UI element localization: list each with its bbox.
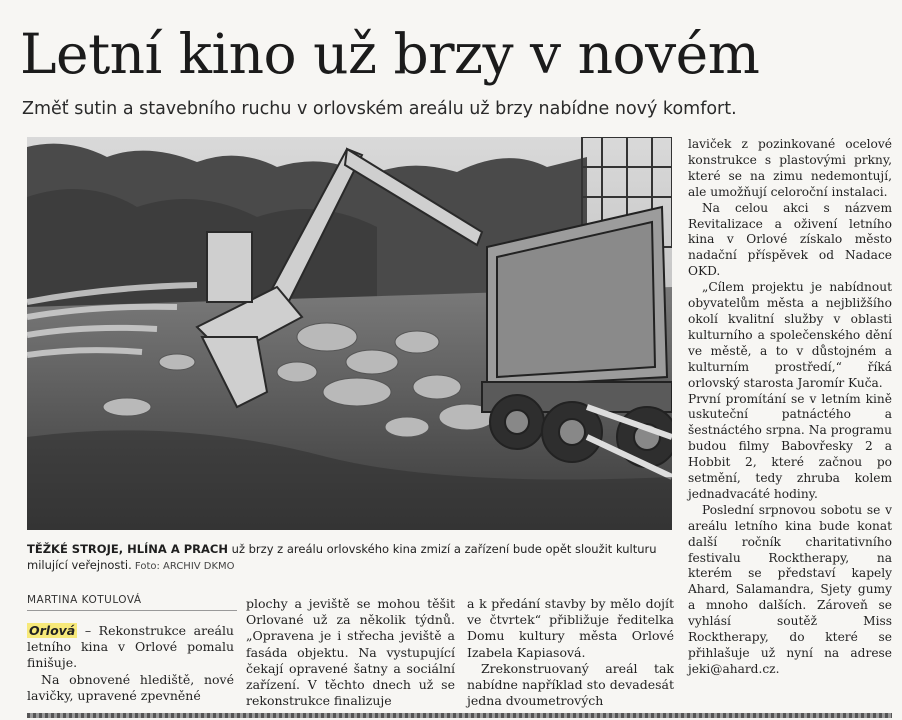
caption-text: už brzy z areálu orlovského kina zmizí a zařízení bude opět sloužit kulturu milující veřejnosti.: [27, 542, 657, 572]
byline: MARTINA KOTULOVÁ: [27, 594, 237, 611]
caption-credit: Foto: ARCHIV DKMO: [131, 561, 235, 572]
construction-photo: [27, 137, 672, 530]
quote-paragraph: „Cílem projektu je nabídnout obyvatelům města a nejbližšího okolí kvalitní služby v oblasti kulturního a společenského dění ve městě, a to v důstojném a kulturním prostředí,“ říká orlovský starosta Jaromír Kuča.: [688, 280, 892, 390]
paragraph: Poslední srpnovou sobotu se v areálu letního kina bude konat další ročník charitativního festivalu Rocktherapy, na kterém se představí kapely Ahard, Salamandra, Sjety gumy a mnoho dalších. Zároveň se vyhlásí soutěž Miss Rocktherapy, do které se přihlašuje už nyní na adrese jeki@ahard.cz.: [688, 502, 892, 676]
construction-photo-icon: [27, 137, 672, 530]
caption-lead: TĚŽKÉ STROJE, HLÍNA A PRACH: [27, 542, 228, 556]
paragraph: První promítání se v letním kině uskuteční patnáctého a šestnáctého srpna. Na programu budou filmy Babovřesky 2 a Hobbit 2, které začnou po setmění, tedy zhruba kolem jednadvacáté hodiny.: [688, 391, 892, 501]
bottom-divider: [27, 713, 892, 718]
body-column-1: [27, 623, 234, 704]
paragraph: Zrekonstruovaný areál tak nabídne například sto devadesát jedna dvoumetrových: [467, 660, 674, 709]
paragraph: a k předání stavby by mělo dojít ve čtvrtek“ přibližuje ředitelka Domu kultury města Orlové Izabela Kapiasová.: [467, 596, 674, 660]
body-column-4: [688, 137, 892, 678]
subheadline: Změť sutin a stavebního ruchu v orlovském areálu už brzy nabídne nový komfort.: [22, 99, 737, 119]
body-column-3: [467, 596, 674, 709]
headline: Letní kino už brzy v novém: [20, 22, 760, 86]
paragraph: plochy a jeviště se mohou těšit Orlované už za několik týdnů. „Opravena je i střecha jeviště a fasáda objektu. Na vystupující čekají opravené šatny a sociální zařízení. V těchto dnech už se rekonstrukce finalizuje: [246, 596, 455, 709]
paragraph: Na celou akci s názvem Revitalizace a oživení letního kina v Orlové získalo město nadační příspěvek od Nadace OKD.: [688, 200, 892, 279]
dateline-place: Orlová: [29, 623, 76, 638]
paragraph: laviček z pozinkované ocelové konstrukce s plastovými prkny, které se na zimu nedemontují, ale umožňují celoroční instalaci.: [688, 137, 892, 199]
lead-paragraph: [27, 623, 234, 672]
paragraph: Na obnovené hlediště, nové lavičky, upravené zpevněné: [27, 671, 234, 703]
lead-text: – Rekonstrukce areálu letního kina v Orlové pomalu finišuje.: [27, 623, 234, 671]
photo-caption: [27, 541, 672, 575]
body-column-2: [246, 596, 455, 709]
